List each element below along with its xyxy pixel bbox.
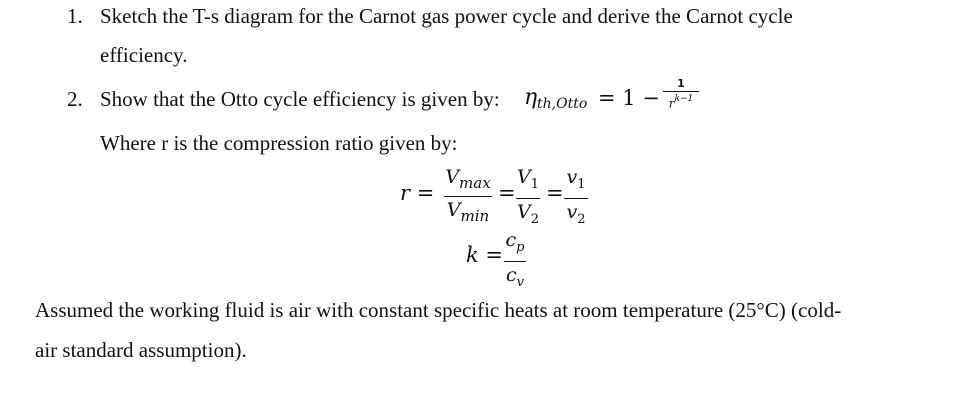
item-2-text: Show that the Otto cycle efficiency is given by:: [100, 87, 500, 111]
item-1-text-line2: efficiency.: [100, 43, 188, 67]
otto-frac-den-exp: k−1: [674, 94, 694, 104]
v1-v2-specific-fraction: [564, 166, 588, 231]
item-1-text-line1: Sketch the T-s diagram for the Carnot gas power cycle and derive the Carnot cycle: [100, 4, 793, 28]
cp-cv-fraction: [504, 229, 526, 294]
v2-lower-sub: 2: [577, 211, 586, 227]
item-1-number: 1.: [67, 4, 83, 28]
otto-fraction: [663, 78, 699, 109]
cv-sub: v: [516, 274, 524, 290]
item-2-number: 2.: [67, 87, 83, 111]
vmin-base: V: [446, 198, 461, 221]
eta-symbol: η: [524, 85, 538, 110]
specific-heat-ratio-equation: [462, 229, 542, 290]
v1-v2-fraction: [516, 166, 540, 231]
r-equals-1: =: [498, 181, 516, 205]
v1-upper-sub: 1: [530, 176, 539, 192]
otto-frac-numerator: 1: [677, 77, 685, 90]
v2-upper-base: V: [516, 200, 531, 223]
r-lhs: r =: [400, 181, 435, 205]
eta-subscript: th,Otto: [537, 96, 588, 112]
v1-upper-base: V: [516, 166, 531, 188]
vmax-vmin-fraction: [444, 166, 492, 227]
where-line: Where r is the compression ratio given by:: [100, 131, 458, 155]
vmin-sub: min: [460, 206, 490, 225]
vmax-base: V: [445, 166, 460, 188]
v2-lower-base: v: [566, 200, 578, 223]
otto-frac-den-base: r: [668, 96, 675, 111]
assumption-line2: air standard assumption).: [35, 338, 247, 362]
cv-base: c: [505, 263, 517, 286]
compression-ratio-equation: [392, 166, 612, 226]
equals-one-minus: = 1 −: [598, 86, 660, 110]
cp-sub: p: [516, 239, 525, 255]
r-equals-2: =: [546, 181, 564, 205]
vmax-sub: max: [459, 173, 491, 192]
v1-lower-sub: 1: [577, 176, 586, 192]
k-lhs: k =: [466, 243, 503, 267]
v1-lower-base: v: [566, 166, 578, 188]
v2-upper-sub: 2: [530, 211, 539, 227]
cp-base: c: [505, 229, 517, 251]
assumption-line1: Assumed the working fluid is air with constant specific heats at room temperature (25°C) (cold-: [35, 298, 842, 322]
